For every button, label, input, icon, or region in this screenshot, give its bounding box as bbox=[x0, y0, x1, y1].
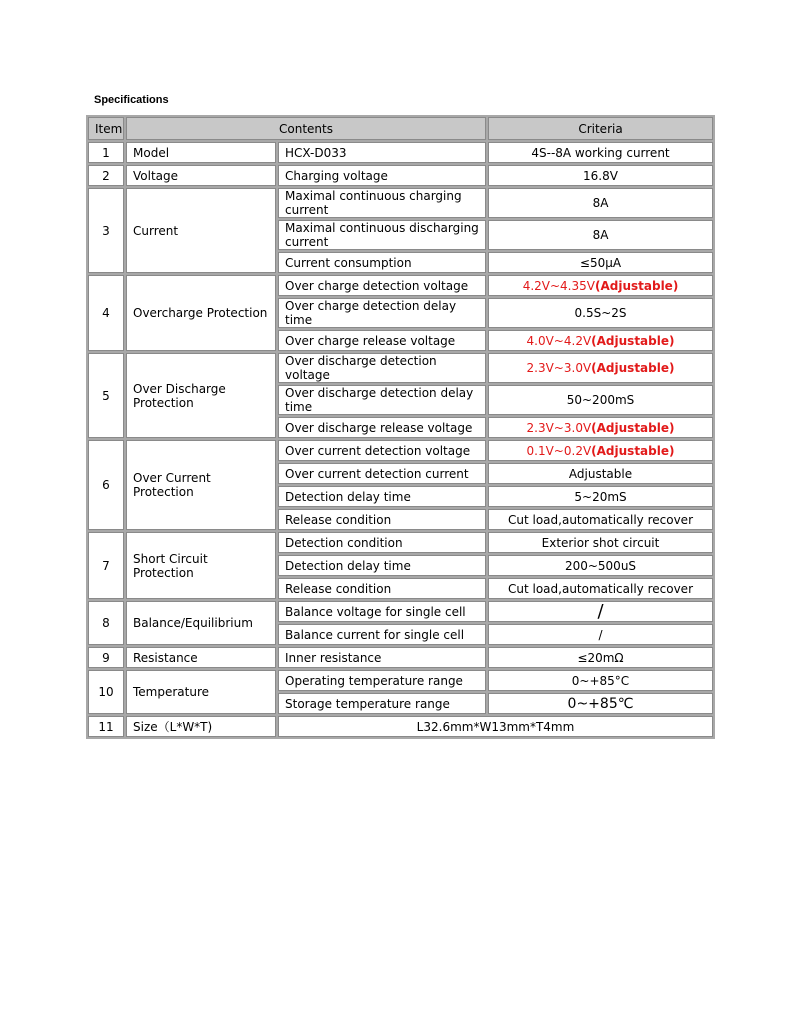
criteria-cell: / bbox=[488, 624, 713, 645]
parameter-cell: Charging voltage bbox=[278, 165, 486, 186]
criteria-cell: 50~200mS bbox=[488, 385, 713, 415]
criteria-cell: ≤20mΩ bbox=[488, 647, 713, 668]
criteria-cell: Exterior shot circuit bbox=[488, 532, 713, 553]
category-cell: Over Current Protection bbox=[126, 440, 276, 530]
parameter-cell: Balance current for single cell bbox=[278, 624, 486, 645]
parameter-cell: Inner resistance bbox=[278, 647, 486, 668]
criteria-cell: Adjustable bbox=[488, 463, 713, 484]
item-number: 2 bbox=[88, 165, 124, 186]
criteria-cell: 0~+85℃ bbox=[488, 693, 713, 714]
adjustable-note: (Adjustable) bbox=[594, 278, 679, 293]
adjustable-note: (Adjustable) bbox=[591, 361, 675, 375]
category-cell: Short Circuit Protection bbox=[126, 532, 276, 599]
category-cell: Resistance bbox=[126, 647, 276, 668]
parameter-cell: Detection delay time bbox=[278, 555, 486, 576]
adjustable-note: (Adjustable) bbox=[591, 420, 675, 435]
item-number: 3 bbox=[88, 188, 124, 273]
criteria-cell-highlight bbox=[488, 275, 713, 296]
parameter-cell: Over discharge detection delay time bbox=[278, 385, 486, 415]
item-number: 5 bbox=[88, 353, 124, 438]
table-row bbox=[88, 647, 713, 668]
criteria-value: 2.3V~3.0V bbox=[526, 420, 592, 435]
category-cell: Size（L*W*T) bbox=[126, 716, 276, 737]
header-contents: Contents bbox=[126, 117, 486, 140]
criteria-cell-highlight bbox=[488, 353, 713, 383]
parameter-cell: Release condition bbox=[278, 578, 486, 599]
criteria-cell: 8A bbox=[488, 220, 713, 250]
adjustable-note: (Adjustable) bbox=[591, 443, 675, 458]
criteria-cell: ≤50μA bbox=[488, 252, 713, 273]
criteria-cell: 200~500uS bbox=[488, 555, 713, 576]
criteria-cell: 8A bbox=[488, 188, 713, 218]
table-row bbox=[88, 165, 713, 186]
parameter-cell: Over current detection voltage bbox=[278, 440, 486, 461]
category-cell: Model bbox=[126, 142, 276, 163]
criteria-cell: Cut load,automatically recover bbox=[488, 509, 713, 530]
category-cell: Over Discharge Protection bbox=[126, 353, 276, 438]
criteria-value: 4.2V~4.35V bbox=[522, 278, 595, 293]
criteria-cell: Cut load,automatically recover bbox=[488, 578, 713, 599]
item-number: 6 bbox=[88, 440, 124, 530]
criteria-cell: / bbox=[488, 601, 713, 622]
header-item: Item bbox=[88, 117, 124, 140]
table-row bbox=[88, 188, 713, 218]
criteria-cell-highlight bbox=[488, 417, 713, 438]
header-criteria: Criteria bbox=[488, 117, 713, 140]
criteria-cell: 0.5S~2S bbox=[488, 298, 713, 328]
parameter-cell: Detection condition bbox=[278, 532, 486, 553]
item-number: 8 bbox=[88, 601, 124, 645]
parameter-cell: Detection delay time bbox=[278, 486, 486, 507]
item-number: 1 bbox=[88, 142, 124, 163]
table-row bbox=[88, 670, 713, 691]
parameter-cell: Over discharge release voltage bbox=[278, 417, 486, 438]
criteria-value: 2.3V~3.0V bbox=[526, 361, 592, 375]
criteria-value: 0.1V~0.2V bbox=[526, 443, 592, 458]
table-row bbox=[88, 601, 713, 622]
parameter-cell: Maximal continuous charging current bbox=[278, 188, 486, 218]
parameter-cell: Balance voltage for single cell bbox=[278, 601, 486, 622]
item-number: 11 bbox=[88, 716, 124, 737]
criteria-cell: 5~20mS bbox=[488, 486, 713, 507]
category-cell: Balance/Equilibrium bbox=[126, 601, 276, 645]
page-title: Specifications bbox=[94, 94, 169, 106]
category-cell: Temperature bbox=[126, 670, 276, 714]
table-row bbox=[88, 716, 713, 737]
parameter-cell: Release condition bbox=[278, 509, 486, 530]
criteria-cell: L32.6mm*W13mm*T4mm bbox=[278, 716, 713, 737]
category-cell: Overcharge Protection bbox=[126, 275, 276, 351]
parameter-cell: Over current detection current bbox=[278, 463, 486, 484]
category-cell: Voltage bbox=[126, 165, 276, 186]
table-row bbox=[88, 353, 713, 383]
item-number: 10 bbox=[88, 670, 124, 714]
table-row bbox=[88, 142, 713, 163]
table-row bbox=[88, 275, 713, 296]
table-row bbox=[88, 532, 713, 553]
parameter-cell: HCX-D033 bbox=[278, 142, 486, 163]
adjustable-note: (Adjustable) bbox=[591, 333, 675, 348]
table-row bbox=[88, 440, 713, 461]
criteria-cell-highlight bbox=[488, 440, 713, 461]
item-number: 7 bbox=[88, 532, 124, 599]
parameter-cell: Over discharge detection voltage bbox=[278, 353, 486, 383]
parameter-cell: Maximal continuous discharging current bbox=[278, 220, 486, 250]
criteria-cell-highlight bbox=[488, 330, 713, 351]
item-number: 9 bbox=[88, 647, 124, 668]
specifications-table bbox=[86, 115, 715, 739]
parameter-cell: Over charge detection delay time bbox=[278, 298, 486, 328]
item-number: 4 bbox=[88, 275, 124, 351]
criteria-value: 4.0V~4.2V bbox=[526, 333, 592, 348]
parameter-cell: Operating temperature range bbox=[278, 670, 486, 691]
criteria-cell: 4S--8A working current bbox=[488, 142, 713, 163]
parameter-cell: Over charge detection voltage bbox=[278, 275, 486, 296]
parameter-cell: Storage temperature range bbox=[278, 693, 486, 714]
criteria-cell: 16.8V bbox=[488, 165, 713, 186]
header-row bbox=[88, 117, 713, 140]
criteria-cell: 0~+85°C bbox=[488, 670, 713, 691]
parameter-cell: Over charge release voltage bbox=[278, 330, 486, 351]
parameter-cell: Current consumption bbox=[278, 252, 486, 273]
category-cell: Current bbox=[126, 188, 276, 273]
